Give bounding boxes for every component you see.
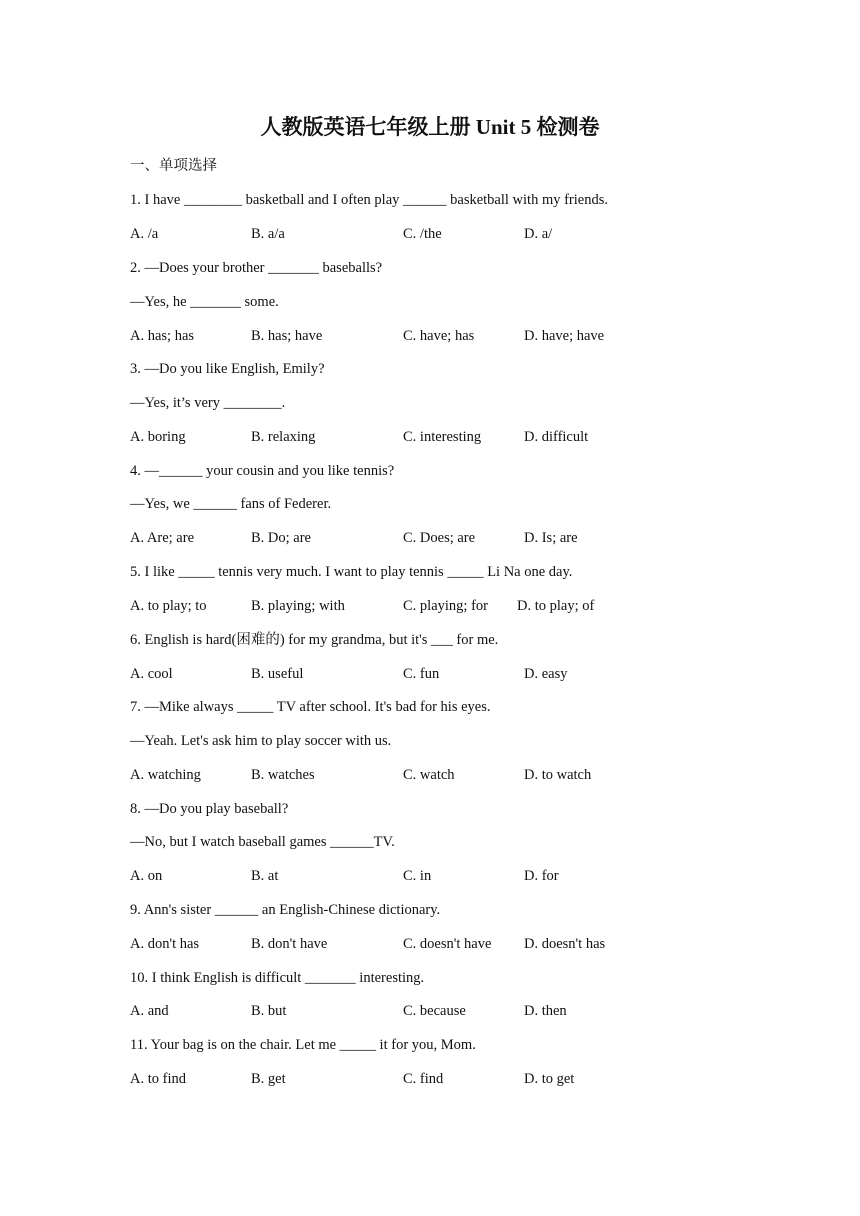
option-a: A. to find <box>130 1071 186 1087</box>
option-a: A. has; has <box>130 328 195 344</box>
option-b: B. but <box>251 1003 287 1019</box>
option-a: A. don't has <box>130 936 200 952</box>
option-c: C. fun <box>403 666 440 682</box>
option-c: C. Does; are <box>403 530 476 546</box>
question-4-options <box>130 528 730 548</box>
option-b: B. playing; with <box>251 598 345 614</box>
option-b: B. useful <box>251 666 304 682</box>
question-6-stem: 6. English is hard(困难的) for my grandma, but it's ___ for me. <box>130 632 499 648</box>
question-1-stem: 1. I have ________ basketball and I often play ______ basketball with my friends. <box>130 192 608 208</box>
option-c: C. doesn't have <box>403 936 492 952</box>
exam-title: 人教版英语七年级上册 Unit 5 检测卷 <box>260 115 600 139</box>
option-c: C. watch <box>403 767 455 783</box>
option-a: A. cool <box>130 666 173 682</box>
question-5-stem: 5. I like _____ tennis very much. I want to play tennis _____ Li Na one day. <box>130 564 573 580</box>
option-b: B. get <box>251 1071 286 1087</box>
option-c: C. playing; for <box>403 598 488 614</box>
question-2-reply: —Yes, he _______ some. <box>130 294 279 310</box>
option-c: C. find <box>403 1071 444 1087</box>
option-b: B. relaxing <box>251 429 316 445</box>
option-c: C. have; has <box>403 328 475 344</box>
question-10-options <box>130 1001 730 1021</box>
question-2-stem: 2. —Does your brother _______ baseballs? <box>130 260 383 276</box>
question-11-stem: 11. Your bag is on the chair. Let me _____ it for you, Mom. <box>130 1037 476 1053</box>
question-3-reply: —Yes, it’s very ________. <box>130 395 286 411</box>
question-7-options <box>130 765 730 785</box>
question-7-stem: 7. —Mike always _____ TV after school. It's bad for his eyes. <box>130 699 491 715</box>
option-a: A. Are; are <box>130 530 195 546</box>
option-a: A. /a <box>130 226 159 242</box>
option-d: D. easy <box>524 666 568 682</box>
option-d: D. to play; of <box>517 598 595 614</box>
question-8-reply: —No, but I watch baseball games ______TV. <box>130 834 395 850</box>
question-6-options <box>130 664 730 684</box>
option-a: A. to play; to <box>130 598 207 614</box>
question-9-options <box>130 934 730 954</box>
question-2-options <box>130 326 730 346</box>
option-d: D. Is; are <box>524 530 578 546</box>
question-11-options <box>130 1069 730 1089</box>
option-d: D. for <box>524 868 559 884</box>
option-d: D. a/ <box>524 226 553 242</box>
option-a: A. boring <box>130 429 186 445</box>
option-b: B. has; have <box>251 328 323 344</box>
option-b: B. don't have <box>251 936 328 952</box>
option-d: D. then <box>524 1003 567 1019</box>
question-3-options <box>130 427 730 447</box>
question-3-stem: 3. —Do you like English, Emily? <box>130 361 325 377</box>
option-a: A. on <box>130 868 163 884</box>
question-9-stem: 9. Ann's sister ______ an English-Chinese dictionary. <box>130 902 441 918</box>
option-a: A. watching <box>130 767 201 783</box>
option-c: C. in <box>403 868 432 884</box>
option-c: C. /the <box>403 226 442 242</box>
question-8-options <box>130 866 730 886</box>
option-c: C. because <box>403 1003 466 1019</box>
option-c: C. interesting <box>403 429 482 445</box>
option-b: B. Do; are <box>251 530 311 546</box>
option-d: D. have; have <box>524 328 605 344</box>
option-d: D. to watch <box>524 767 592 783</box>
option-b: B. at <box>251 868 279 884</box>
option-b: B. a/a <box>251 226 285 242</box>
question-10-stem: 10. I think English is difficult _______ interesting. <box>130 970 425 986</box>
question-5-options <box>130 596 730 616</box>
option-d: D. doesn't has <box>524 936 606 952</box>
question-7-reply: —Yeah. Let's ask him to play soccer with us. <box>130 733 392 749</box>
question-1-options <box>130 224 730 244</box>
question-4-stem: 4. —______ your cousin and you like tennis? <box>130 463 395 479</box>
option-a: A. and <box>130 1003 169 1019</box>
option-d: D. difficult <box>524 429 589 445</box>
option-d: D. to get <box>524 1071 575 1087</box>
question-8-stem: 8. —Do you play baseball? <box>130 801 289 817</box>
question-4-reply: —Yes, we ______ fans of Federer. <box>130 496 332 512</box>
option-b: B. watches <box>251 767 315 783</box>
section-heading: 一、单项选择 <box>130 158 217 174</box>
